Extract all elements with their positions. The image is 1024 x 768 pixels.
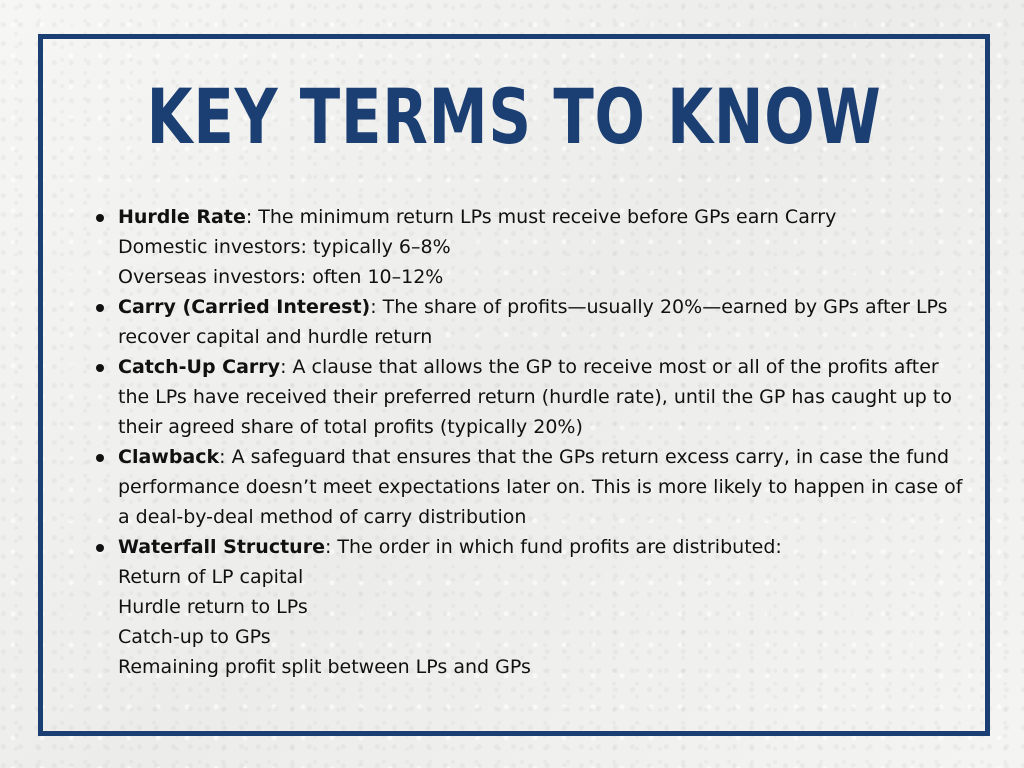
term-hurdle-rate [91, 202, 971, 292]
term-subline: Return of LP capital [118, 566, 304, 588]
term-name: Clawback [118, 446, 220, 468]
terms-list [91, 202, 971, 682]
term-name: Carry (Carried Interest) [118, 296, 371, 318]
term-subline: Domestic investors: typically 6–8% [118, 236, 451, 258]
term-subline: Catch-up to GPs [118, 626, 271, 648]
content-frame [38, 34, 990, 736]
bullet-icon [96, 364, 104, 372]
term-definition: : A clause that allows the GP to receive most or all of the profits after the LPs have received their preferred return (hurdle rate), until the GP has caught up to their agreed share of total profits (typically 20%) [118, 356, 952, 438]
term-subline: Hurdle return to LPs [118, 596, 308, 618]
term-subline: Overseas investors: often 10–12% [118, 266, 444, 288]
term-clawback [91, 442, 971, 532]
bullet-icon [96, 544, 104, 552]
term-carry [91, 292, 971, 352]
term-name: Catch-Up Carry [118, 356, 281, 378]
term-definition: : A safeguard that ensures that the GPs return excess carry, in case the fund performance doesn’t meet expectations later on. This is more likely to happen in case of a deal-by-deal method of carry distribution [118, 446, 963, 528]
term-definition: : The share of profits—usually 20%—earned by GPs after LPs recover capital and hurdle return [118, 296, 948, 348]
bullet-icon [96, 214, 104, 222]
bullet-icon [96, 454, 104, 462]
page-title: KEY TERMS TO KNOW [146, 72, 882, 161]
term-waterfall-structure [91, 532, 971, 682]
bullet-icon [96, 304, 104, 312]
term-subline: Remaining profit split between LPs and GPs [118, 656, 531, 678]
term-name: Hurdle Rate [118, 206, 246, 228]
term-definition: : The minimum return LPs must receive before GPs earn Carry [245, 206, 837, 228]
term-catch-up-carry [91, 352, 971, 442]
term-name: Waterfall Structure [118, 536, 325, 558]
term-definition: : The order in which fund profits are distributed: [324, 536, 782, 558]
